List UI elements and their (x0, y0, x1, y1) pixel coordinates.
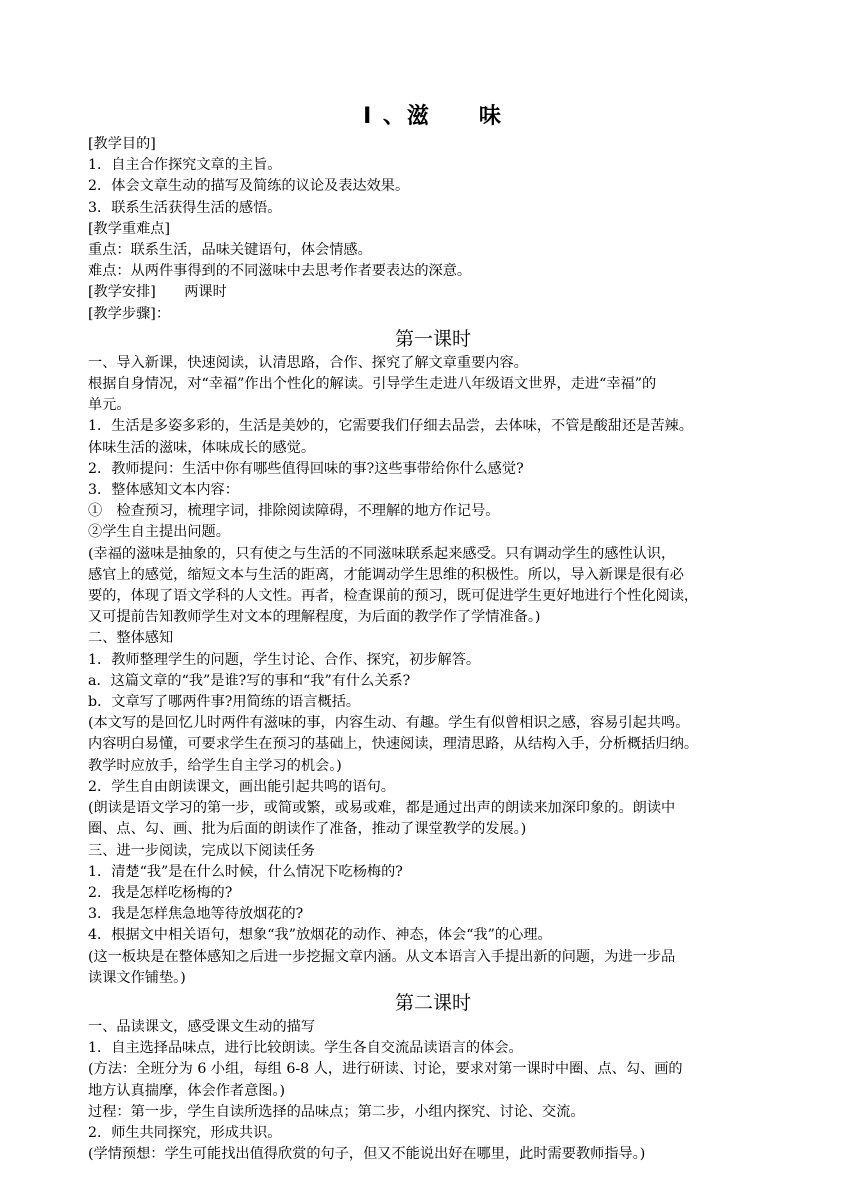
text-line: 1．自主选择品味点，进行比较朗读。学生各自交流品读语言的体会。 (88, 1040, 523, 1057)
text-line: 3．我是怎样焦急地等待放烟花的? (88, 906, 304, 923)
text-line: 体味生活的滋味，体味成长的感觉。 (88, 439, 316, 456)
text-line: 1．生活是多姿多彩的，生活是美妙的，它需要我们仔细去品尝，去体味，不管是酸甜还是苦辣。 (88, 418, 693, 435)
text-line: 1．自主合作探究文章的主旨。 (88, 157, 282, 174)
lesson-1-heading: 第一课时 (394, 327, 471, 350)
text-line: 又可提前告知教师学生对文本的理解程度，为后面的教学作了学情准备。) (88, 609, 541, 626)
text-line: (这一板块是在整体感知之后进一步挖掘文章内涵。从文本语言入手提出新的问题，为进一步品 (88, 948, 676, 965)
text-line: 3．整体感知文本内容： (88, 482, 239, 499)
text-line: (学情预想：学生可能找出值得欣赏的句子，但又不能说出好在哪里，此时需要教师指导。) (88, 1146, 646, 1163)
text-line: [教学重难点] (88, 220, 171, 237)
document-page (88, 100, 778, 1165)
text-line: 要的，体现了语文学科的人文性。再者，检查课前的预习，既可促进学生更好地进行个性化阅读， (88, 588, 699, 605)
text-line: ②学生自主提出问题。 (88, 524, 230, 541)
text-line: 2．师生共同探究，形成共识。 (88, 1124, 282, 1141)
section-lesson-2 (88, 1017, 778, 1165)
lesson-2-heading: 第二课时 (394, 991, 471, 1014)
text-line: 圈、点、勾、画、批为后面的朗读作了准备，推动了课堂教学的发展。) (88, 821, 527, 838)
text-line: 感官上的感觉，缩短文本与生活的距离，才能调动学生思维的积极性。所以，导入新课是很有必 (88, 566, 684, 583)
text-line: (朗读是语文学习的第一步，或简或繁，或易或难，都是通过出声的朗读来加深印象的。朗读中 (88, 800, 676, 817)
text-line: 读课文作铺垫。) (88, 969, 186, 986)
document-title: Ⅰ 、滋 味 (363, 104, 503, 129)
text-line: 过程：第一步，学生自读所选择的品味点；第二步，小组内探究、讨论、交流。 (88, 1103, 585, 1120)
text-line: 2．教师提问：生活中你有哪些值得回味的事?这些事带给你什么感觉? (88, 460, 524, 477)
text-line: 2．我是怎样吃杨梅的? (88, 884, 233, 901)
text-line: [教学目的] (88, 136, 156, 152)
text-line: 1．教师整理学生的问题，学生讨论、合作、探究，初步解答。 (88, 651, 481, 668)
section-objectives (88, 134, 778, 325)
text-line: 一、品读课文，感受课文生动的描写 (88, 1018, 316, 1035)
text-line: ① 检查预习，梳理字词，排除阅读障碍，不理解的地方作记号。 (88, 503, 500, 520)
text-line: (幸福的滋味是抽象的，只有使之与生活的不同滋味联系起来感受。只有调动学生的感性认识， (88, 545, 676, 562)
section-lesson-1 (88, 353, 778, 989)
text-line: (方法：全班分为 6 小组，每组 6-8 人，进行研读、讨论，要求对第一课时中圈、点、勾、画的 (88, 1061, 683, 1078)
text-line: b．文章写了哪两件事?用简练的语言概括。 (88, 694, 361, 711)
text-line: 一、导入新课，快速阅读，认清思路，合作、探究了解文章重要内容。 (88, 354, 528, 371)
text-line: [教学步骤]： (88, 305, 171, 322)
text-line: 2．学生自由朗读课文，画出能引起共鸣的语句。 (88, 778, 395, 795)
text-line: 三、进一步阅读，完成以下阅读任务 (88, 842, 316, 859)
text-line: 2．体会文章生动的描写及简练的议论及表达效果。 (88, 178, 410, 195)
text-line: 二、整体感知 (88, 630, 174, 647)
text-line: 根据自身情况，对“幸福”作出个性化的解读。引导学生走进八年级语文世界，走进“幸福”的 (88, 376, 657, 393)
text-line: 4．根据文中相关语句，想象“我”放烟花的动作、神态，体会“我”的心理。 (88, 927, 552, 944)
text-line: (本文写的是回忆儿时两件有滋味的事，内容生动、有趣。学生有似曾相识之感，容易引起共鸣。 (88, 715, 690, 732)
text-line: 单元。 (88, 397, 131, 414)
text-line: a．这篇文章的“我”是谁?写的事和“我”有什么关系? (88, 672, 411, 689)
text-line: [教学安排] 两课时 (88, 284, 227, 301)
text-line: 内容明白易懂，可要求学生在预习的基础上，快速阅读，理清思路，从结构入手，分析概括归纳。 (88, 736, 699, 753)
text-line: 难点：从两件事得到的不同滋味中去思考作者要表达的深意。 (88, 263, 472, 280)
text-line: 1．清楚“我”是在什么时候，什么情况下吃杨梅的? (88, 863, 403, 880)
text-line: 教学时应放手，给学生自主学习的机会。) (88, 757, 342, 774)
text-line: 地方认真揣摩，体会作者意图。) (88, 1082, 286, 1099)
text-line: 3．联系生活获得生活的感悟。 (88, 199, 282, 216)
text-line: 重点：联系生活，品味关键语句，体会情感。 (88, 242, 372, 259)
